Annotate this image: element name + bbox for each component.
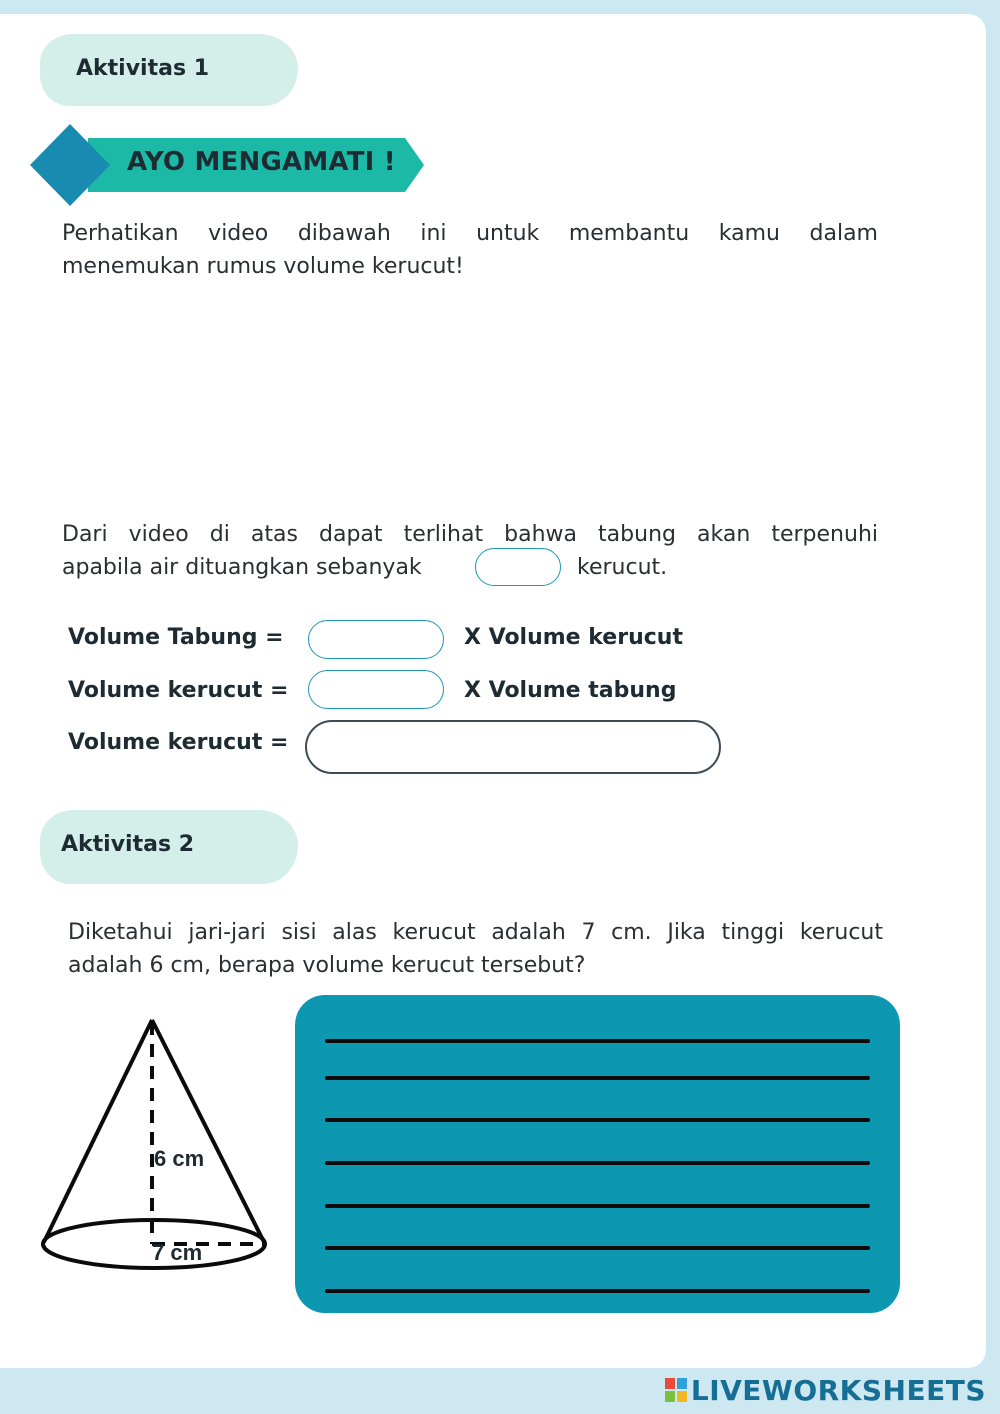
activity2-label: Aktivitas 2 <box>61 832 195 857</box>
finding-line-2-suffix: kerucut. <box>577 555 668 580</box>
liveworksheets-logo-icon <box>665 1378 687 1402</box>
answer-line[interactable] <box>325 1076 870 1080</box>
finding-text <box>62 518 878 551</box>
answer-line[interactable] <box>325 1039 870 1043</box>
formula2-suffix: X Volume tabung <box>464 678 677 703</box>
intro-line-2: menemukan rumus volume kerucut! <box>62 254 464 279</box>
answer-line[interactable] <box>325 1118 870 1122</box>
formula3-label: Volume kerucut = <box>68 730 289 755</box>
activity1-label-blob <box>40 34 298 106</box>
answer-line[interactable] <box>325 1246 870 1250</box>
answer-line[interactable] <box>325 1289 870 1293</box>
finding-line-1: Dari video di atas dapat terlihat bahwa tabung akan terpenuhi <box>62 522 878 547</box>
cone-count-input[interactable] <box>475 548 561 586</box>
activity1-label: Aktivitas 1 <box>76 56 210 81</box>
formula2-input[interactable] <box>308 670 444 709</box>
question-text <box>68 916 883 982</box>
banner-diamond <box>30 124 110 206</box>
activity2-label-blob <box>40 810 298 884</box>
question-line-2: adalah 6 cm, berapa volume kerucut tersebut? <box>68 953 586 978</box>
answer-box[interactable] <box>295 995 900 1313</box>
intro-text <box>62 217 878 283</box>
cone-height-label: 6 cm <box>154 1146 205 1171</box>
liveworksheets-footer <box>665 1374 986 1406</box>
cone-diagram <box>36 1012 272 1282</box>
formula1-label: Volume Tabung = <box>68 625 284 650</box>
formula3-input[interactable] <box>305 720 721 774</box>
cone-radius-label: 7 cm <box>152 1240 203 1265</box>
liveworksheets-brand: LIVEWORKSHEETS <box>690 1373 986 1407</box>
finding-line-2-prefix: apabila air dituangkan sebanyak <box>62 555 422 580</box>
intro-line-1: Perhatikan video dibawah ini untuk membantu kamu dalam <box>62 221 878 246</box>
answer-line[interactable] <box>325 1204 870 1208</box>
question-line-1: Diketahui jari-jari sisi alas kerucut adalah 7 cm. Jika tinggi kerucut <box>68 920 883 945</box>
formula2-label: Volume kerucut = <box>68 678 289 703</box>
answer-line[interactable] <box>325 1161 870 1165</box>
banner-title: AYO MENGAMATI ! <box>127 147 396 177</box>
formula1-input[interactable] <box>308 620 444 659</box>
formula1-suffix: X Volume kerucut <box>464 625 683 650</box>
